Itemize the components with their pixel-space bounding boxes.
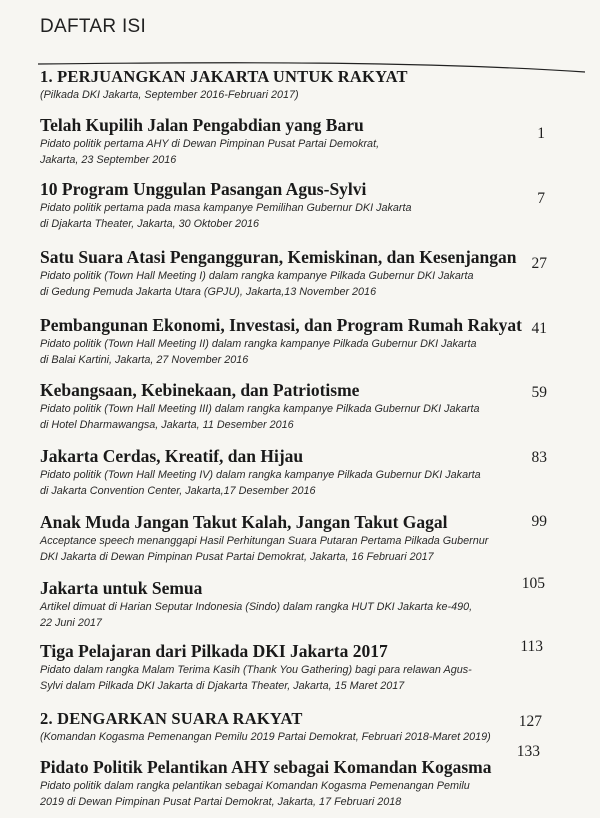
toc-entry[interactable] [40,315,525,368]
entry-desc-line: Pidato politik (Town Hall Meeting II) dalam rangka kampanye Pilkada Gubernur DKI Jakarta [40,338,477,350]
entry-title: Telah Kupilih Jalan Pengabdian yang Baru [40,115,364,135]
entry-title: 2. DENGARKAN SUARA RAKYAT [40,709,303,728]
entry-desc-line: Pidato politik pertama pada masa kampanye Pemilihan Gubernur DKI Jakarta [40,202,412,214]
scanner-watermark [580,640,594,810]
toc-entry[interactable] [40,446,525,499]
entry-title: Jakarta untuk Semua [40,578,203,598]
toc-entry[interactable] [40,115,525,168]
entry-page-number: 1 [537,125,545,142]
entry-page-number: 41 [531,320,547,337]
entry-desc-line: di Hotel Dharmawangsa, Jakarta, 11 Desember 2016 [40,419,294,431]
toc-entry[interactable] [40,179,525,232]
toc-entry[interactable] [40,380,525,433]
entry-page-number: 59 [531,384,547,401]
entry-page-number: 83 [531,449,547,466]
entry-desc-line: Pidato politik (Town Hall Meeting III) dalam rangka kampanye Pilkada Gubernur DKI Jakarta [40,403,480,415]
entry-title: 10 Program Unggulan Pasangan Agus-Sylvi [40,179,367,199]
toc-entry-section-1[interactable] [40,66,525,103]
entry-page-number: 105 [521,575,545,592]
toc-entry[interactable] [40,641,525,694]
entry-desc-line: Pidato politik (Town Hall Meeting IV) dalam rangka kampanye Pilkada Gubernur DKI Jakarta [40,469,481,481]
entry-desc-line: Pidato politik dalam rangka pelantikan sebagai Komandan Kogasma Pemenangan Pemilu [40,780,470,792]
entry-title: Jakarta Cerdas, Kreatif, dan Hijau [40,446,304,466]
entry-title: Kebangsaan, Kebinekaan, dan Patriotisme [40,380,360,400]
toc-entry-section-2[interactable] [40,708,525,745]
entry-desc-line: Sylvi dalam Pilkada DKI Jakarta di Djakarta Theater, Jakarta, 15 Maret 2017 [40,680,405,692]
entry-desc-line: Pidato politik (Town Hall Meeting I) dalam rangka kampanye Pilkada Gubernur DKI Jakarta [40,270,474,282]
entry-page-number: 127 [518,713,542,730]
entry-desc-line: di Jakarta Convention Center, Jakarta,17 Desember 2016 [40,485,316,497]
entry-page-number: 99 [531,513,547,530]
entry-page-number: 27 [531,255,547,272]
entry-page-number: 133 [516,743,540,760]
entry-desc-line: (Komandan Kogasma Pemenangan Pemilu 2019 Partai Demokrat, Februari 2018-Maret 2019) [40,731,491,743]
entry-desc-line: di Djakarta Theater, Jakarta, 30 Oktober 2016 [40,218,260,230]
entry-desc-line: 2019 di Dewan Pimpinan Pusat Partai Demokrat, Jakarta, 17 Februari 2018 [40,796,402,808]
entry-desc-line: Jakarta, 23 September 2016 [40,154,177,166]
entry-title: Pidato Politik Pelantikan AHY sebagai Komandan Kogasma [40,757,492,777]
entry-title: 1. PERJUANGKAN JAKARTA UNTUK RAKYAT [40,67,408,86]
entry-desc-line: Pidato dalam rangka Malam Terima Kasih (Thank You Gathering) bagi para relawan Agus- [40,664,472,676]
entry-title: Anak Muda Jangan Takut Kalah, Jangan Takut Gagal [40,512,448,532]
toc-entry[interactable] [40,512,525,565]
toc-entry[interactable] [40,247,525,300]
entry-title: Satu Suara Atasi Pengangguran, Kemiskinan, dan Kesenjangan [40,247,517,267]
entry-desc-line: Artikel dimuat di Harian Seputar Indonesia (Sindo) dalam rangka HUT DKI Jakarta ke-490, [40,601,473,613]
entry-title: Pembangunan Ekonomi, Investasi, dan Program Rumah Rakyat [40,315,522,335]
toc-entry[interactable] [40,578,525,631]
entry-page-number: 7 [537,190,545,207]
toc-entry[interactable] [40,757,525,810]
entry-desc-line: 22 Juni 2017 [40,617,102,629]
entry-desc-line: (Pilkada DKI Jakarta, September 2016-Februari 2017) [40,89,299,101]
entry-desc-line: Acceptance speech menanggapi Hasil Perhitungan Suara Putaran Pertama Pilkada Gubernur [40,535,489,547]
entry-desc-line: Pidato politik pertama AHY di Dewan Pimpinan Pusat Partai Demokrat, [40,138,380,150]
entry-desc-line: DKI Jakarta di Dewan Pimpinan Pusat Partai Demokrat, Jakarta, 16 Februari 2017 [40,551,434,563]
toc-heading: DAFTAR ISI [40,16,147,37]
entry-desc-line: di Gedung Pemuda Jakarta Utara (GPJU), Jakarta,13 November 2016 [40,286,377,298]
entry-desc-line: di Balai Kartini, Jakarta, 27 November 2016 [40,354,249,366]
entry-title: Tiga Pelajaran dari Pilkada DKI Jakarta 2017 [40,641,388,661]
entry-page-number: 113 [520,638,543,655]
